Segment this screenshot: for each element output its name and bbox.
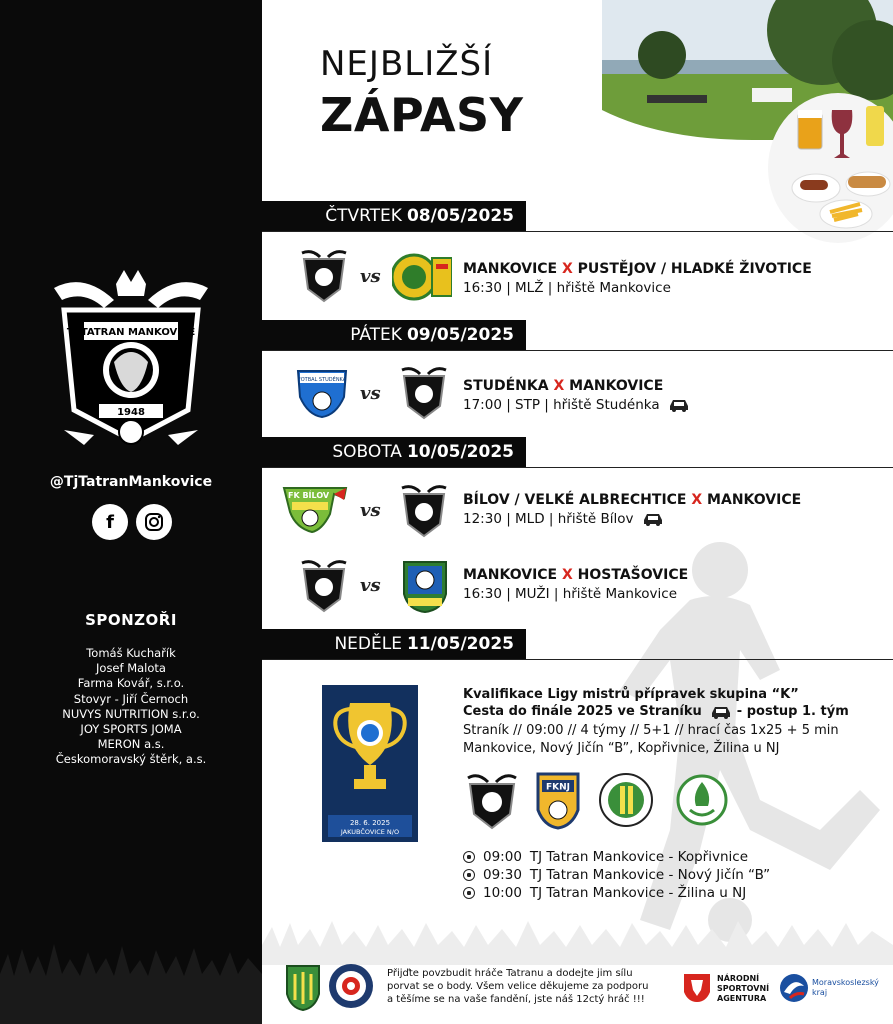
schedule-row	[463, 848, 770, 866]
pustejov-logo	[392, 252, 452, 302]
instagram-icon[interactable]	[136, 504, 172, 540]
footer-message-line: Přijďte povzbudit hráče Tatranu a dodejte jim sílu	[387, 968, 633, 979]
match-info: 17:00 | STP | hřiště Studénka	[463, 397, 690, 413]
car-icon	[668, 398, 690, 412]
crest-club-name: TJ TATRAN MANKOVICE	[66, 327, 196, 338]
football-icon	[463, 887, 475, 899]
schedule-time: 09:00	[483, 849, 522, 865]
schedule-time: 10:00	[483, 885, 522, 901]
day-name: NEDĚLE	[334, 634, 402, 654]
poster-date: 28. 6. 2025	[349, 819, 391, 827]
day-date: 08/05/2025	[406, 206, 514, 226]
football-icon	[463, 869, 475, 881]
fknj-logo	[536, 772, 580, 830]
municipality-coat-of-arms	[285, 964, 321, 1012]
versus-icon	[358, 569, 388, 599]
sponsors-title: SPONZOŘI	[85, 611, 177, 629]
sponsor-item: NUVYS NUTRITION s.r.o.	[62, 706, 200, 721]
moravskoslezsky-kraj-icon	[778, 972, 810, 1004]
tournament-poster	[322, 685, 418, 842]
mankovice-logo	[400, 484, 448, 538]
svg-text:vs: vs	[360, 500, 381, 521]
match-title: MANKOVICE X HOSTAŠOVICE	[463, 567, 689, 583]
versus-icon	[358, 377, 388, 407]
hostasovice-logo	[402, 560, 448, 614]
day-name: ČTVRTEK	[325, 206, 402, 226]
sponsor-item: Českomoravský štěrk, a.s.	[55, 752, 207, 767]
refreshments-photo	[768, 88, 893, 243]
tournament-schedule	[463, 848, 770, 902]
svg-text:vs: vs	[360, 575, 381, 596]
crest-year: 1948	[117, 407, 145, 418]
versus-icon	[358, 494, 388, 524]
match-info: 16:30 | MUŽI | hřiště Mankovice	[463, 586, 678, 602]
koprivnice-logo	[598, 772, 654, 828]
footer-message-line: a těšíme se na vaše fandění, jste náš 12ctý hráč !!!	[387, 994, 645, 1005]
svg-text:vs: vs	[360, 383, 381, 404]
match-title: BÍLOV / VELKÉ ALBRECHTICE X MANKOVICE	[463, 492, 802, 508]
footer-message	[387, 967, 648, 1006]
schedule-match: TJ Tatran Mankovice - Žilina u NJ	[529, 885, 747, 901]
facebook-icon[interactable]: f	[92, 504, 128, 540]
divider	[262, 467, 893, 468]
svg-text:FK BÍLOV: FK BÍLOV	[288, 491, 330, 500]
match-info: 16:30 | MLŽ | hřiště Mankovice	[463, 280, 671, 296]
car-icon	[642, 512, 664, 526]
studenka-logo	[296, 367, 348, 419]
page-title-line1: NEJBLIŽŠÍ	[320, 44, 494, 84]
sponsor-item: MERON a.s.	[97, 737, 165, 752]
svg-text:vs: vs	[360, 266, 381, 287]
mankovice-logo	[300, 559, 348, 613]
sponsor-item: Farma Kovář, s.r.o.	[77, 676, 185, 691]
grass-decoration	[0, 914, 262, 1024]
social-links	[92, 504, 172, 540]
tournament-info-line1: Straník // 09:00 // 4 týmy // 5+1 // hrací čas 1x25 + 5 min	[463, 723, 839, 738]
league-logo	[328, 962, 374, 1010]
car-icon	[710, 705, 732, 719]
day-header	[262, 201, 526, 231]
poster-place: JAKUBČOVICE N/O	[340, 828, 400, 836]
nsa-lion-icon	[682, 972, 712, 1004]
svg-text:FOTBAL STUDÉNKA: FOTBAL STUDÉNKA	[297, 377, 347, 383]
club-crest-logo	[44, 270, 218, 455]
svg-text:FKNJ: FKNJ	[545, 782, 571, 793]
football-icon	[463, 851, 475, 863]
tournament-title-line1: Kvalifikace Ligy mistrů přípravek skupina “K”	[463, 687, 799, 702]
match-title: MANKOVICE X PUSTĚJOV / HLADKÉ ŽIVOTICE	[463, 261, 812, 277]
match-info: 12:30 | MLD | hřiště Bílov	[463, 511, 664, 527]
mankovice-logo	[300, 249, 348, 303]
day-name: PÁTEK	[350, 325, 402, 345]
day-date: 10/05/2025	[406, 442, 514, 462]
mankovice-logo	[400, 366, 448, 420]
versus-icon	[358, 260, 388, 290]
grass-decoration	[262, 915, 893, 965]
sponsor-item: Stovyr - Jiří Černoch	[73, 691, 189, 706]
day-header	[262, 320, 526, 350]
tournament-title	[463, 686, 849, 720]
day-header	[262, 437, 526, 467]
schedule-match: TJ Tatran Mankovice - Kopřivnice	[529, 849, 749, 865]
sponsor-item: Josef Malota	[96, 661, 166, 676]
day-date: 09/05/2025	[406, 325, 514, 345]
sponsor-item: Tomáš Kuchařík	[86, 646, 176, 660]
divider	[262, 350, 893, 351]
sidebar	[0, 0, 262, 1024]
mankovice-logo	[466, 772, 518, 830]
schedule-match: TJ Tatran Mankovice - Nový Jičín “B”	[529, 867, 771, 883]
social-handle[interactable]: @TjTatranMankovice	[49, 474, 213, 490]
schedule-time: 09:30	[483, 867, 522, 883]
sponsors-list	[0, 646, 262, 768]
day-name: SOBOTA	[332, 442, 402, 462]
zilina-logo	[676, 772, 728, 828]
match-title: STUDÉNKA X MANKOVICE	[463, 378, 664, 394]
bilov-logo	[282, 484, 348, 534]
day-date: 11/05/2025	[406, 634, 514, 654]
page-title-line2: ZÁPASY	[320, 88, 524, 142]
tournament-info	[463, 722, 839, 757]
sponsor-item: JOY SPORTS JOMA	[80, 722, 182, 737]
schedule-row	[463, 884, 770, 902]
tournament-title-line2: Cesta do finále 2025 ve Straníku - postup 1. tým	[463, 704, 849, 719]
divider	[262, 231, 893, 232]
tournament-info-line2: Mankovice, Nový Jičín “B”, Kopřivnice, Žilina u NJ	[463, 740, 780, 756]
footer-message-line: porvat se o body. Všem velice děkujeme za podporu	[387, 981, 649, 992]
nsa-label: NÁRODNÍ SPORTOVNÍ AGENTURA	[717, 974, 770, 1003]
divider	[262, 659, 893, 660]
moravskoslezsky-kraj-label: Moravskoslezský kraj	[812, 978, 879, 997]
schedule-row	[463, 866, 770, 884]
day-header	[262, 629, 526, 659]
